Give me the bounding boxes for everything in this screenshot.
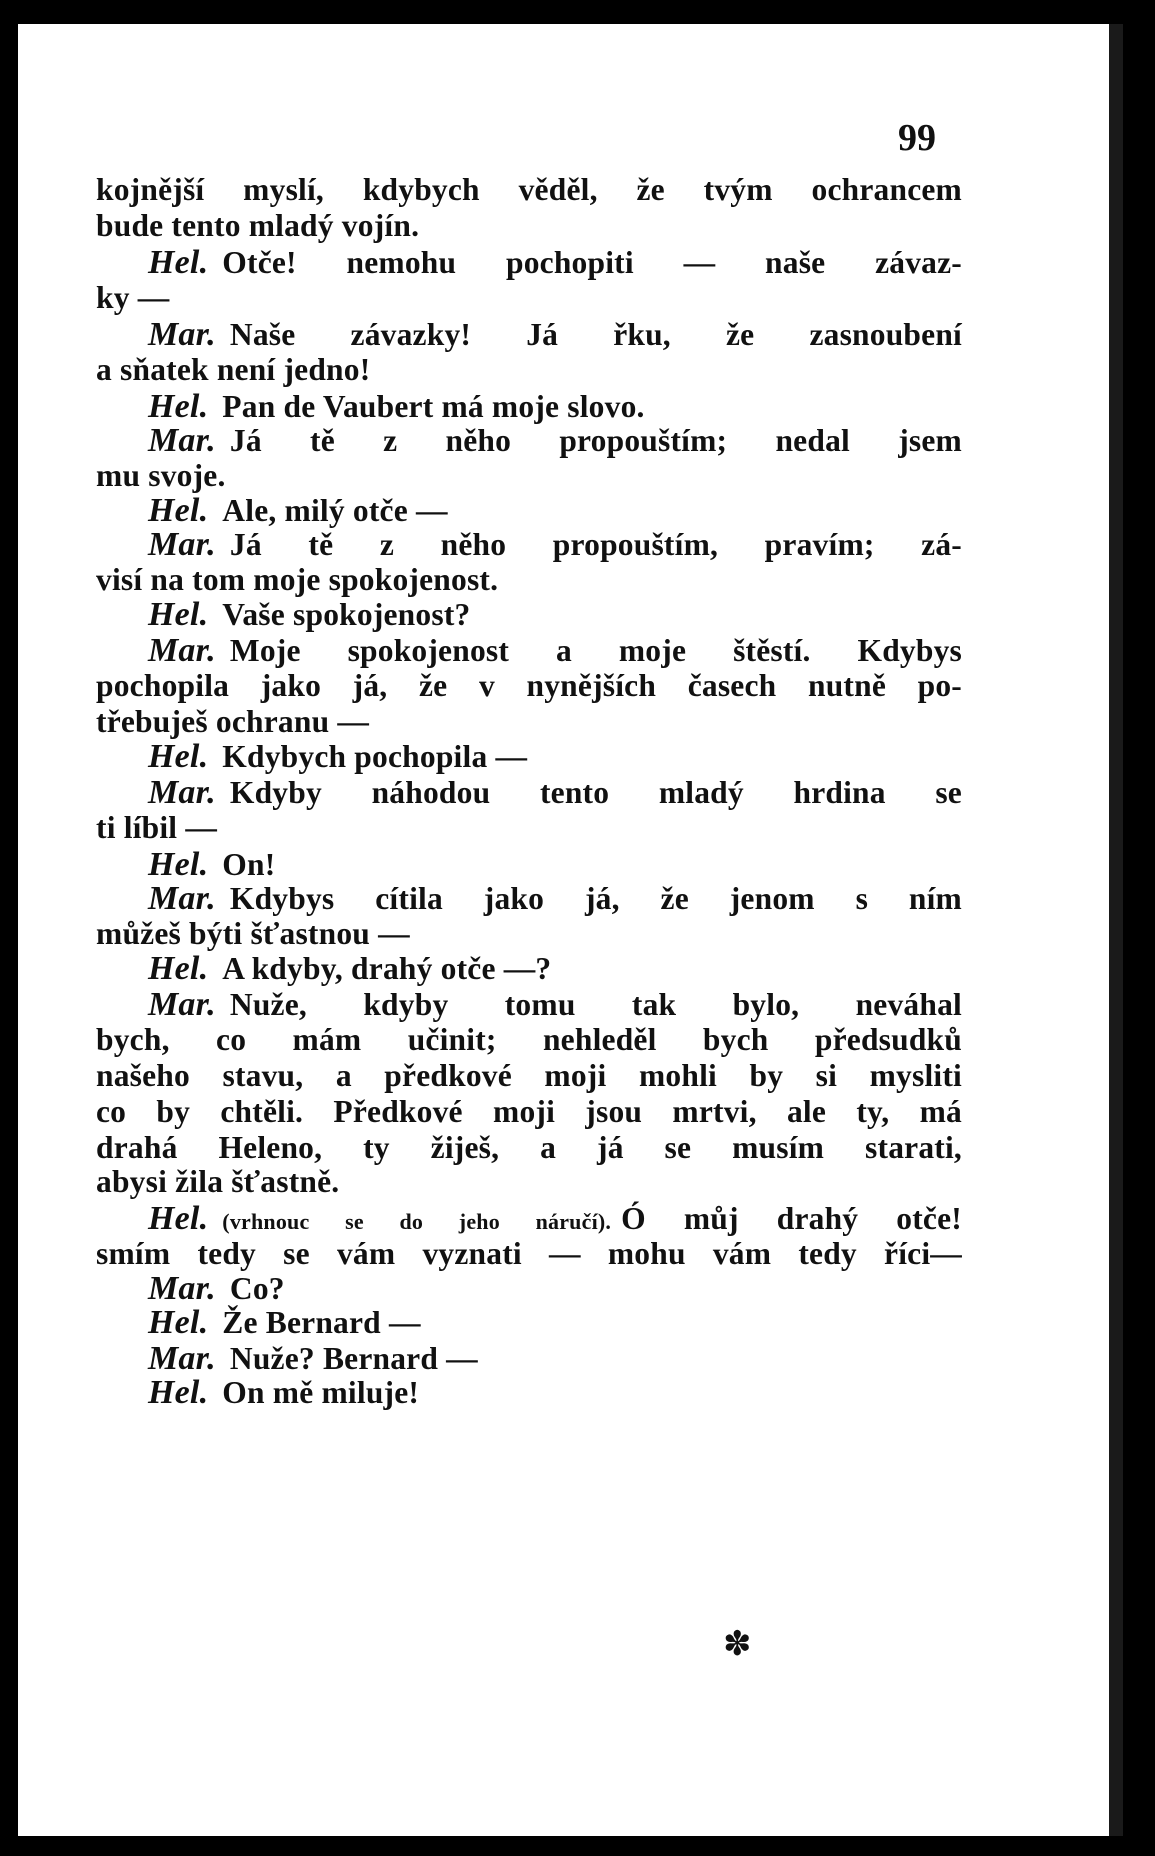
line-text: ky — xyxy=(96,280,170,315)
line-text: Já tě z něho propouštím; nedal jsem xyxy=(229,423,962,458)
speaker-label: Mar. xyxy=(148,526,216,563)
line-text: Kdyby náhodou tento mladý hrdina se xyxy=(229,775,962,810)
speaker-label: Hel. xyxy=(148,950,209,987)
line-text: Nuže? Bernard — xyxy=(229,1341,478,1376)
line-text: abysi žila šťastně. xyxy=(96,1164,340,1199)
line-text: bude tento mladý vojín. xyxy=(96,208,420,243)
line-text: Kdybys cítila jako já, že jenom s ním xyxy=(229,881,962,916)
line-text: smím tedy se vám vyznati — mohu vám tedy říci— xyxy=(96,1236,962,1271)
line-text: On mě miluje! xyxy=(222,1375,420,1410)
page-number: 99 xyxy=(898,117,936,159)
text-line xyxy=(96,1164,962,1204)
speaker-label: Mar. xyxy=(148,316,216,353)
line-text: Co? xyxy=(229,1271,285,1306)
dialogue-line xyxy=(148,738,962,778)
dialogue-line xyxy=(148,1304,962,1344)
line-text: visí na tom moje spokojenost. xyxy=(96,562,499,597)
dialogue-line xyxy=(148,526,962,566)
line-text: Nuže, kdyby tomu tak bylo, neváhal xyxy=(229,987,962,1022)
line-text: ti líbil — xyxy=(96,810,218,845)
text-line xyxy=(96,208,962,248)
line-text: bych, co mám učinit; nehleděl bych předsudků xyxy=(96,1022,962,1057)
speaker-label: Mar. xyxy=(148,986,216,1023)
line-text: On! xyxy=(222,847,276,882)
dialogue-line xyxy=(148,950,962,990)
dialogue-line xyxy=(148,632,962,672)
line-text: Že Bernard — xyxy=(222,1305,421,1340)
dialogue-line xyxy=(148,596,962,636)
speaker-label: Hel. xyxy=(148,244,209,281)
line-text: Vaše spokojenost? xyxy=(222,597,471,632)
line-text: Moje spokojenost a moje štěstí. Kdybys xyxy=(229,633,962,668)
dialogue-line xyxy=(148,244,962,284)
ornament-icon: ✽ xyxy=(723,1626,752,1663)
text-line xyxy=(96,352,962,392)
speaker-label: Mar. xyxy=(148,632,216,669)
dialogue-line xyxy=(148,880,962,920)
dialogue-line xyxy=(148,316,962,356)
speaker-label: Hel. xyxy=(148,1200,209,1237)
line-text: Kdybych pochopila — xyxy=(222,739,528,774)
speaker-label: Hel. xyxy=(148,1374,209,1411)
line-text: Ale, milý otče — xyxy=(222,493,448,528)
line-text: kojnější myslí, kdybych věděl, že tvým ochrancem xyxy=(96,172,962,207)
speaker-label: Hel. xyxy=(148,846,209,883)
line-text: mu svoje. xyxy=(96,458,226,493)
dialogue-line xyxy=(148,1200,962,1240)
text-line xyxy=(96,172,962,212)
text-line xyxy=(96,810,962,850)
line-text: a sňatek není jedno! xyxy=(96,352,371,387)
page-edge-shadow xyxy=(1109,24,1123,1836)
speaker-label: Mar. xyxy=(148,1270,216,1307)
dialogue-line xyxy=(148,774,962,814)
text-line xyxy=(96,1094,962,1134)
line-text: Ó můj drahý otče! xyxy=(621,1201,962,1236)
speaker-label: Hel. xyxy=(148,738,209,775)
speaker-label: Mar. xyxy=(148,880,216,917)
line-text: pochopila jako já, že v nynějších časech nutně po- xyxy=(96,668,962,703)
speaker-label: Mar. xyxy=(148,1340,216,1377)
text-line xyxy=(96,280,962,320)
line-text: Otče! nemohu pochopiti — naše závaz- xyxy=(222,245,962,280)
book-page xyxy=(18,24,1123,1836)
line-text: našeho stavu, a předkové moji mohli by si mysliti xyxy=(96,1058,962,1093)
line-text: třebuješ ochranu — xyxy=(96,704,370,739)
text-line xyxy=(96,1022,962,1062)
stage-direction: (vrhnouc se do jeho náručí). xyxy=(222,1209,612,1234)
speaker-label: Hel. xyxy=(148,492,209,529)
speaker-label: Hel. xyxy=(148,388,209,425)
speaker-label: Hel. xyxy=(148,596,209,633)
line-text: Já tě z něho propouštím, pravím; zá- xyxy=(229,527,962,562)
dialogue-line xyxy=(148,986,962,1026)
line-text: A kdyby, drahý otče —? xyxy=(222,951,552,986)
line-text: drahá Heleno, ty žiješ, a já se musím starati, xyxy=(96,1130,962,1165)
line-text: Naše závazky! Já řku, že zasnoubení xyxy=(229,317,962,352)
dialogue-line xyxy=(148,422,962,462)
line-text: co by chtěli. Předkové moji jsou mrtvi, ale ty, má xyxy=(96,1094,962,1129)
line-text: Pan de Vaubert má moje slovo. xyxy=(222,389,645,424)
text-line xyxy=(96,668,962,708)
speaker-label: Mar. xyxy=(148,774,216,811)
line-text: můžeš býti šťastnou — xyxy=(96,916,410,951)
dialogue-line xyxy=(148,1374,962,1414)
text-line xyxy=(96,1058,962,1098)
speaker-label: Mar. xyxy=(148,422,216,459)
speaker-label: Hel. xyxy=(148,1304,209,1341)
